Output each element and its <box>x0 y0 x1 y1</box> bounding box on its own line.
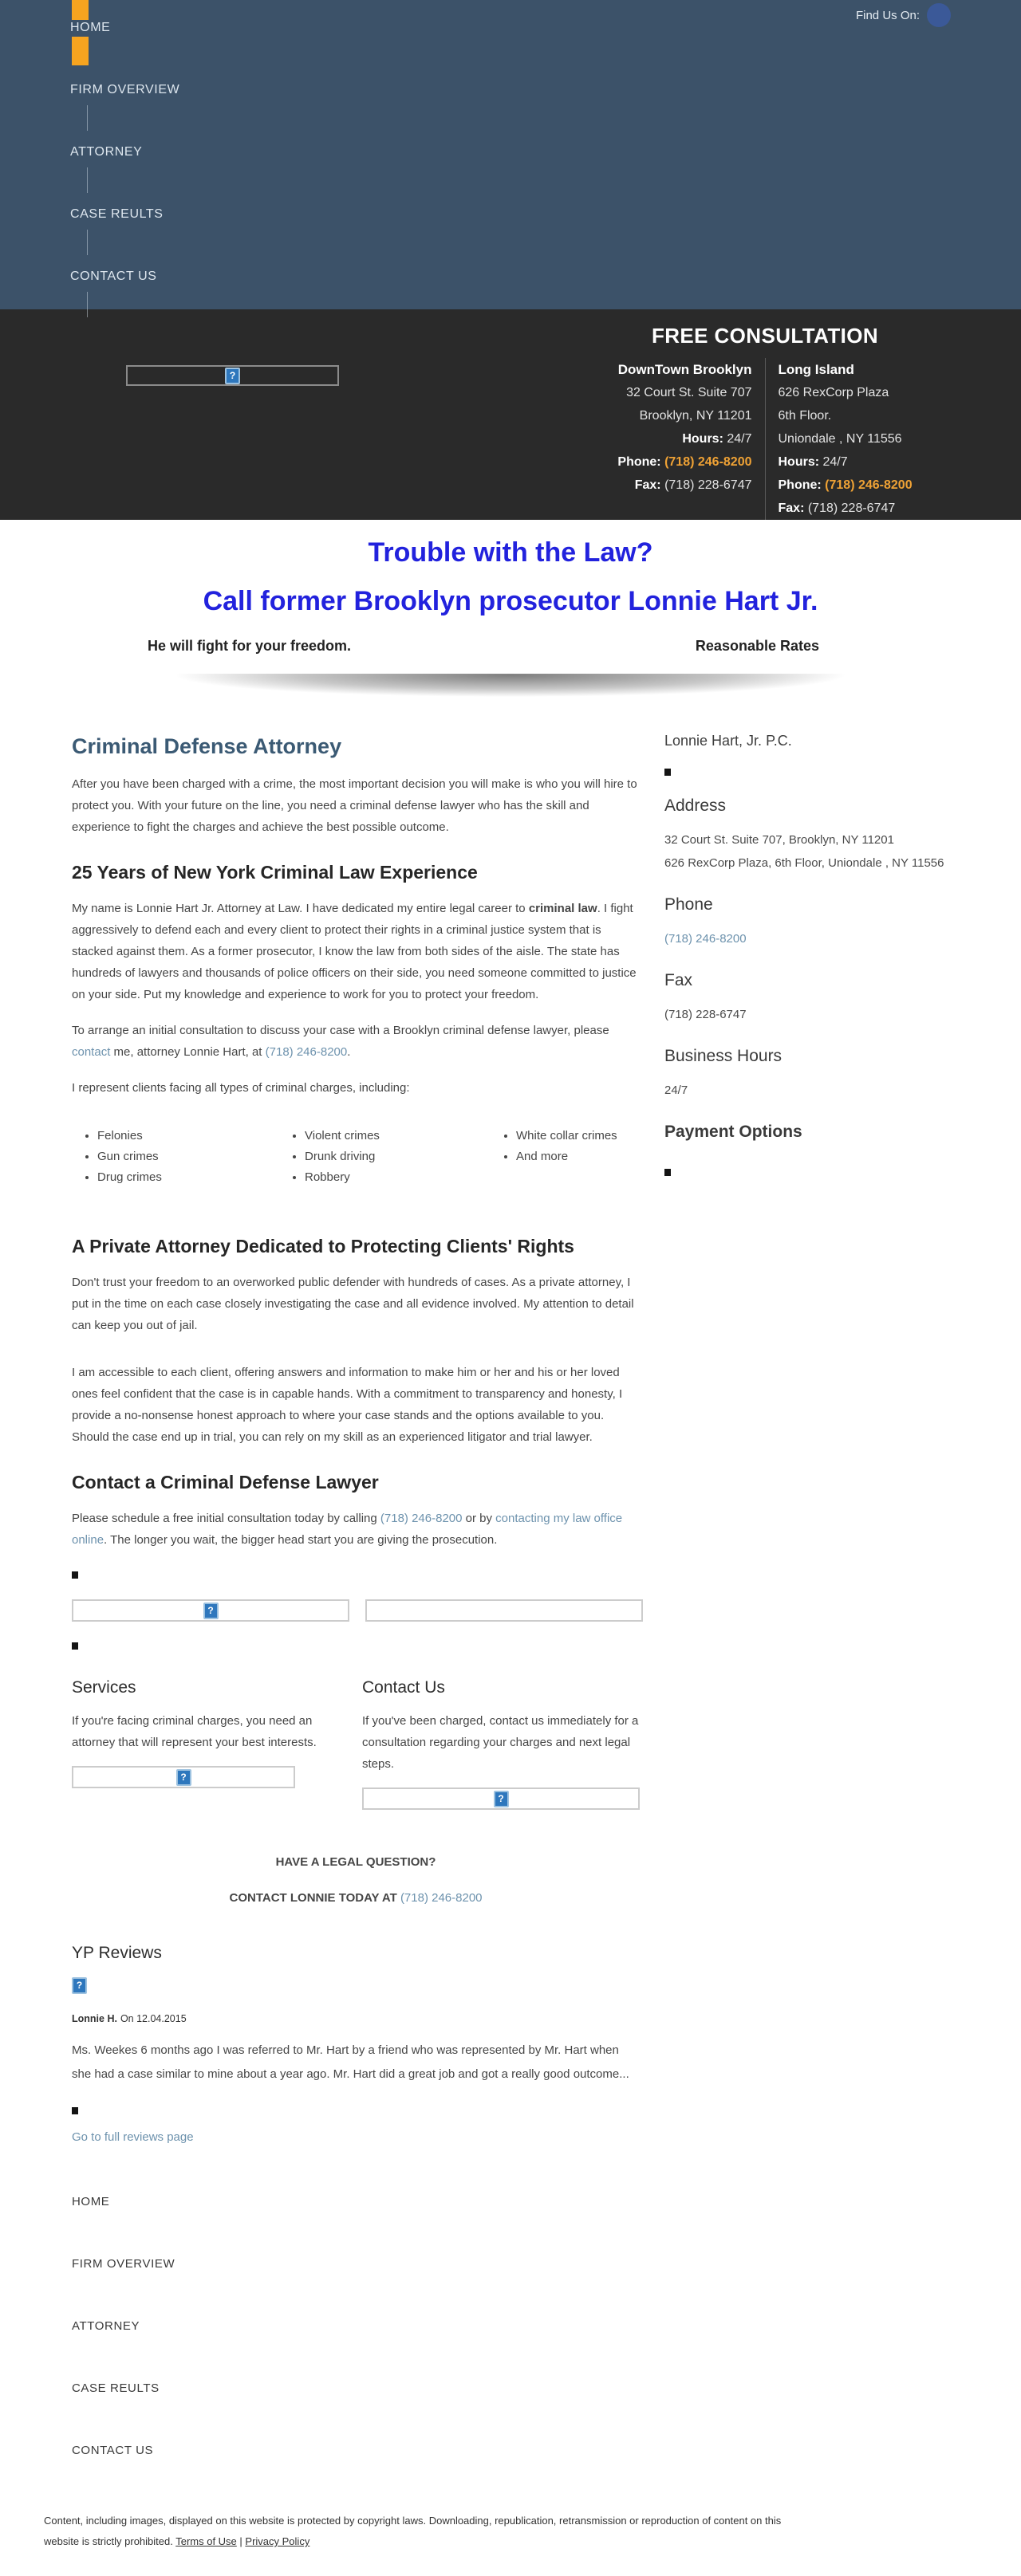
office-address-line: Brooklyn, NY 11201 <box>639 409 752 423</box>
phone-link[interactable]: (718) 246-8200 <box>265 1045 348 1059</box>
shadow-divider <box>72 674 949 710</box>
address-value: 32 Court St. Suite 707, Brooklyn, NY 11201 626 RexCorp Plaza, 6th Floor, Uniondale , NY 11556 <box>664 833 944 870</box>
bold-text: criminal law <box>528 902 597 915</box>
free-consultation-block <box>578 316 952 520</box>
reviews-section <box>72 1944 640 2144</box>
nav-item-contact-us[interactable]: CONTACT US <box>0 249 1021 311</box>
logo-broken-image[interactable] <box>126 365 339 386</box>
main-content <box>0 710 1021 2144</box>
fax-value: (718) 228-6747 <box>664 1008 747 1021</box>
top-navigation <box>0 0 1021 309</box>
private-attorney-heading: A Private Attorney Dedicated to Protecting Clients' Rights <box>72 1236 574 1257</box>
reviews-heading: YP Reviews <box>72 1944 162 1962</box>
office-address-line: 32 Court St. Suite 707 <box>626 386 752 399</box>
footer <box>0 2144 1021 2506</box>
payment-options-heading: Payment Options <box>664 1123 802 1141</box>
broken-image-icon: ? <box>494 1791 509 1807</box>
contact-lawyer-heading: Contact a Criminal Defense Lawyer <box>72 1472 379 1493</box>
private-attorney-paragraph-2: I am accessible to each client, offering answers and information to make him or her and his or her loved ones feel confident that the case is in capable hands. With a commitment to transparency and honesty, I provide a no-nonsense honest approach to where your case stands and the options available to you. Should the case end up in trial, you can rely on my skill as an experienced litigator and trial lawyer. <box>72 1366 623 1444</box>
footer-item-attorney[interactable]: ATTORNEY <box>72 2319 140 2333</box>
charges-intro: I represent clients facing all types of criminal charges, including: <box>72 1081 410 1095</box>
experience-paragraph: My name is Lonnie Hart Jr. Attorney at Law. I have dedicated my entire legal career to criminal law. I fight aggressively to defend each and every client to protect their rights in a criminal justice system that is stacked against them. As a former prosecutor, I know the law from both sides of the aisle. The state has hundreds of lawyers and thousands of police officers on their side, you need someone committed to justice on your side. Put my knowledge and experience to work for you to protect your freedom. <box>72 902 637 1001</box>
services-contact-row <box>72 1678 640 1810</box>
list-item: • Felonies <box>97 1126 289 1146</box>
charges-column-2 <box>289 1126 500 1188</box>
broken-image-box <box>72 1599 349 1622</box>
phone-number[interactable]: (718) 246-8200 <box>664 455 752 469</box>
experience-heading: 25 Years of New York Criminal Law Experience <box>72 862 478 883</box>
services-text: If you're facing criminal charges, you need an attorney that will represent your best interests. <box>72 1714 317 1749</box>
contact-link[interactable]: contact <box>72 1045 111 1059</box>
office-name: Long Island <box>778 362 854 377</box>
hero-tagline-left: He will fight for your freedom. <box>148 638 352 654</box>
broken-image-box <box>72 1766 295 1788</box>
nav-item-home[interactable]: HOME <box>70 21 111 34</box>
list-item: • Drunk driving <box>305 1146 500 1167</box>
broken-image-icon: ? <box>203 1603 219 1619</box>
hero-headline-1: Trouble with the Law? <box>368 537 653 568</box>
office-address-line: Uniondale , NY 11556 <box>778 432 902 446</box>
article-column <box>72 722 640 2144</box>
phone-number[interactable]: (718) 246-8200 <box>825 478 913 492</box>
broken-image-icon: ? <box>225 368 240 384</box>
hero-headline-2: Call former Brooklyn prosecutor Lonnie Hart Jr. <box>203 586 818 616</box>
copyright: Content, including images, displayed on this website is protected by copyright laws. Downloading, republication, retransmission or reproduction of content on this website is strictly prohibited. Terms of Use | Privacy Policy <box>44 2515 782 2547</box>
office-name: DownTown Brooklyn <box>617 362 752 377</box>
services-block <box>72 1678 340 1810</box>
charges-list <box>72 1126 640 1188</box>
phone-link[interactable]: (718) 246-8200 <box>400 1891 483 1905</box>
review-meta <box>72 2013 640 2024</box>
private-attorney-paragraph-1: Don't trust your freedom to an overworked public defender with hundreds of cases. As a private attorney, I put in the time on each case closely investigating the case and all evidence involved. My attention to detail can keep you out of jail. <box>72 1276 634 1332</box>
broken-image-icon: ? <box>176 1769 191 1786</box>
consultation-bar <box>0 309 1021 520</box>
contact-online-link[interactable]: contacting my law office online <box>72 1512 623 1547</box>
office-hours: Hours: 24/7 <box>778 455 848 469</box>
fax-heading: Fax <box>664 971 693 989</box>
review-text: Ms. Weekes 6 months ago I was referred to Mr. Hart by a friend who was represented by Mr. Hart when she had a case similar to mine about a year ago. Mr. Hart did a great job and got a really good outcome... <box>72 2043 629 2081</box>
hours-value: 24/7 <box>664 1083 688 1097</box>
list-item: • White collar crimes <box>516 1126 617 1146</box>
terms-of-use-link[interactable]: Terms of Use <box>175 2535 237 2547</box>
office-address-line: 6th Floor. <box>778 409 832 423</box>
footer-item-case-results[interactable]: CASE REULTS <box>72 2381 160 2395</box>
nav-item-attorney[interactable]: ATTORNEY <box>0 124 1021 187</box>
page-title: Criminal Defense Attorney <box>72 734 342 758</box>
free-consultation-title: FREE CONSULTATION <box>651 324 879 348</box>
list-item: • And more <box>516 1146 617 1167</box>
footer-item-firm-overview[interactable]: FIRM OVERVIEW <box>72 2257 175 2271</box>
find-us-on-label: Find Us On: <box>855 8 920 22</box>
broken-image-box <box>365 1599 643 1622</box>
footer-menu <box>72 2195 1021 2506</box>
schedule-paragraph: Please schedule a free initial consultation today by calling (718) 246-8200 or by contacting my law office online. The longer you wait, the bigger head start you are giving the prosecution. <box>72 1512 623 1547</box>
social-links <box>856 3 951 27</box>
phone-link[interactable]: (718) 246-8200 <box>664 932 747 946</box>
nav-item-case-results[interactable]: CASE REULTS <box>0 187 1021 249</box>
charges-column-1 <box>81 1126 289 1188</box>
list-item: • Drug crimes <box>97 1167 289 1188</box>
services-heading: Services <box>72 1678 136 1697</box>
cta-question: HAVE A LEGAL QUESTION? <box>275 1855 436 1869</box>
list-item: • Violent crimes <box>305 1126 500 1146</box>
broken-image-icon: ? <box>72 1977 87 1994</box>
review-author: Lonnie H. <box>72 2013 117 2024</box>
hours-heading: Business Hours <box>664 1047 783 1065</box>
contact-block <box>362 1678 640 1810</box>
address-heading: Address <box>664 796 727 815</box>
footer-item-home[interactable]: HOME <box>72 2195 110 2208</box>
cta-contact: CONTACT LONNIE TODAY AT (718) 246-8200 <box>229 1891 483 1905</box>
contact-sidebar <box>664 722 945 2144</box>
broken-image-box <box>362 1787 640 1810</box>
facebook-icon[interactable] <box>927 3 951 27</box>
placeholder-square-icon <box>72 1571 78 1579</box>
footer-item-contact-us[interactable]: CONTACT US <box>72 2444 154 2457</box>
review-date: On 12.04.2015 <box>120 2013 187 2024</box>
placeholder-square-icon <box>72 2107 78 2114</box>
list-item: • Gun crimes <box>97 1146 289 1167</box>
intro-paragraph: After you have been charged with a crime, the most important decision you will make is who you will hire to protect you. With your future on the line, you need a criminal defense lawyer who has the skill and experience to fight the charges and achieve the best possible outcome. <box>72 777 637 834</box>
phone-heading: Phone <box>664 895 713 914</box>
contact-heading: Contact Us <box>362 1678 445 1697</box>
office-address-line: 626 RexCorp Plaza <box>778 386 889 399</box>
office-brooklyn <box>578 358 766 520</box>
office-fax: Fax: (718) 228-6747 <box>634 478 752 492</box>
office-phone: Phone: (718) 246-8200 <box>778 478 913 492</box>
office-phone: Phone: (718) 246-8200 <box>617 455 752 469</box>
office-hours: Hours: 24/7 <box>682 432 752 446</box>
phone-link[interactable]: (718) 246-8200 <box>380 1512 463 1525</box>
placeholder-square-icon <box>664 769 671 776</box>
nav-item-firm-overview[interactable]: FIRM OVERVIEW <box>0 62 1021 124</box>
firm-name: Lonnie Hart, Jr. P.C. <box>664 733 792 749</box>
contact-text: If you've been charged, contact us immediately for a consultation regarding your charges and next legal steps. <box>362 1714 639 1771</box>
list-item: • Robbery <box>305 1167 500 1188</box>
privacy-policy-link[interactable]: Privacy Policy <box>245 2535 310 2547</box>
placeholder-square-icon <box>72 1642 78 1650</box>
consultation-paragraph: To arrange an initial consultation to discuss your case with a Brooklyn criminal defense lawyer, please contact me, attorney Lonnie Hart, at (718) 246-8200. <box>72 1024 609 1059</box>
cta-block <box>72 1851 640 1909</box>
hero-tagline-right: Reasonable Rates <box>695 638 819 654</box>
main-menu <box>0 0 1021 311</box>
office-long-island <box>766 358 953 520</box>
placeholder-square-icon <box>664 1169 671 1176</box>
charges-column-3 <box>500 1126 617 1188</box>
full-reviews-link[interactable]: Go to full reviews page <box>72 2130 194 2144</box>
office-fax: Fax: (718) 228-6747 <box>778 501 896 515</box>
hero-section <box>0 520 1021 710</box>
